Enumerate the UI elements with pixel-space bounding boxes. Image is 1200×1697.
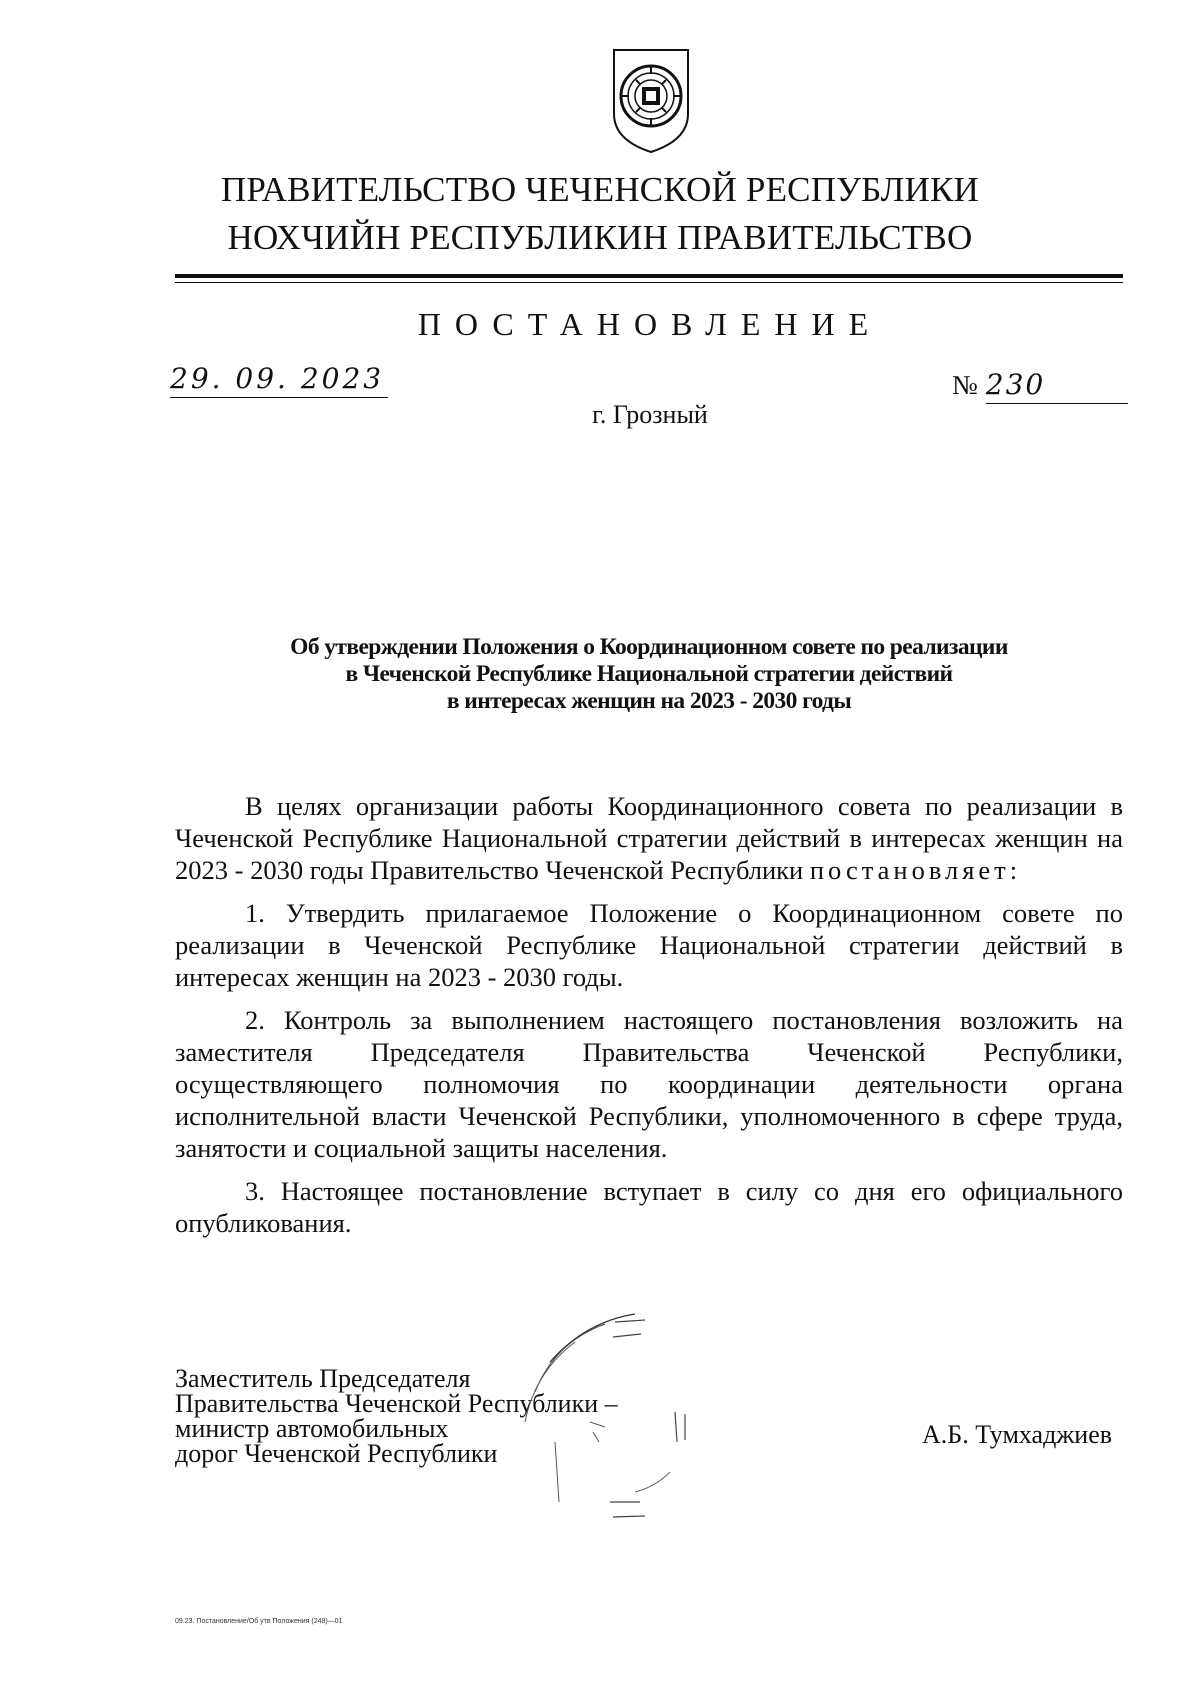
government-title-ce: НОХЧИЙН РЕСПУБЛИКИН ПРАВИТЕЛЬСТВО — [227, 218, 973, 257]
header-rule-thin — [175, 282, 1123, 283]
preamble-paragraph — [175, 790, 1123, 886]
signatory-name: А.Б. Тумхаджиев — [922, 1420, 1113, 1449]
document-body — [175, 790, 1123, 1250]
document-date: 29. 09. 2023 — [170, 362, 388, 398]
position-line: дорог Чеченской Республики — [175, 1439, 498, 1468]
document-type: ПОСТАНОВЛЕНИЕ — [417, 306, 883, 342]
heading-line: в интересах женщин на 2023 - 2030 годы — [446, 688, 852, 714]
heading-line: в Чеченской Республике Национальной стратегии действий — [345, 661, 953, 687]
resolution-item: 3. Настоящее постановление вступает в силу со дня его официального опубликования. — [175, 1176, 1123, 1238]
position-line: Заместитель Председателя — [175, 1364, 471, 1393]
header-rule-thick — [175, 274, 1123, 278]
official-stamp-icon — [495, 1302, 785, 1522]
document-number-block — [952, 368, 1128, 404]
number-sign: № — [952, 370, 978, 400]
resolution-item: 1. Утвердить прилагаемое Положение о Координационном совете по реализации в Чеченской Республике Национальной стратегии действий в интересах женщин на 2023 - 2030 годы. — [175, 898, 1123, 992]
document-city: г. Грозный — [592, 400, 708, 429]
government-title-ru: ПРАВИТЕЛЬСТВО ЧЕЧЕНСКОЙ РЕСПУБЛИКИ — [220, 170, 980, 209]
position-line: Правительства Чеченской Республики – — [175, 1389, 618, 1418]
resolution-item: 2. Контроль за выполнением настоящего постановления возложить на заместителя Председателя Правительства Чеченской Республики, осуществляющего полномочия по координации деятельности органа исполнительной власти Чеченской Республики, уполномоченного в сфере труда, занятости и социальной защиты населения. — [175, 1005, 1123, 1163]
preamble-text: В целях организации работы Координационного совета по реализации в Чеченской Республике Национальной стратегии действий в интересах женщин на 2023 - 2030 годы Правительство Чеченской Республики — [175, 791, 1123, 885]
document-number: 230 — [986, 368, 1128, 404]
coat-of-arms-icon — [610, 44, 692, 156]
footer-document-code: 09.23. Постановление/Об утв Положения (248)—01 — [175, 1618, 343, 1625]
preamble-verb: постановляет: — [809, 855, 1022, 885]
document-heading — [175, 634, 1123, 715]
position-line: министр автомобильных — [175, 1414, 449, 1443]
heading-line: Об утверждении Положения о Координационном совете по реализации — [290, 634, 1008, 660]
